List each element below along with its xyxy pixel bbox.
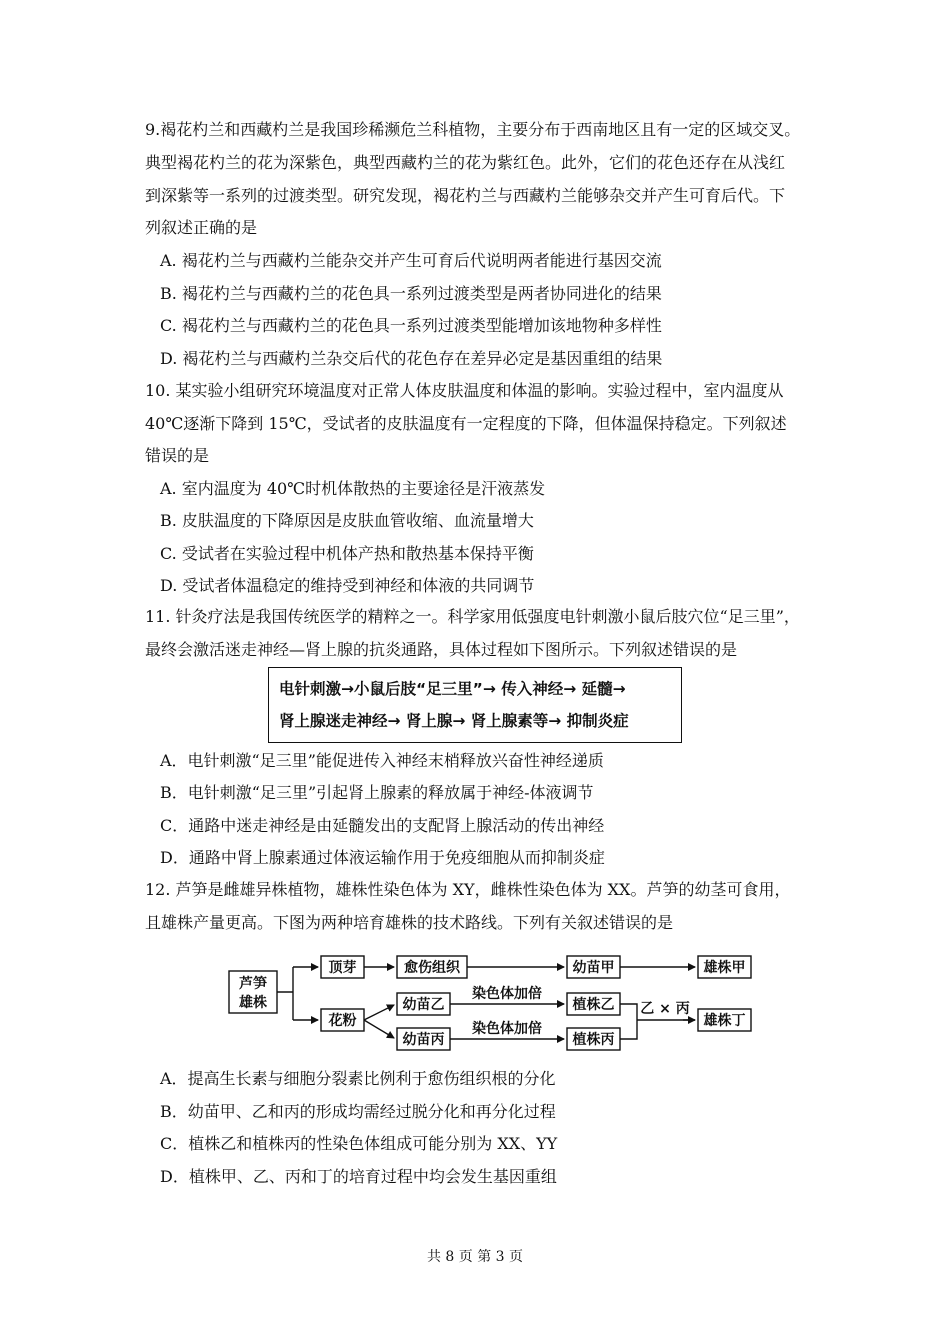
start-label-2: 雄株 <box>239 995 267 1011</box>
q10-stem-line: 错误的是 <box>145 446 210 465</box>
q9-option-a: A. 褐花杓兰与西藏杓兰能杂交并产生可育后代说明两者能进行基因交流 <box>160 251 662 270</box>
seedling-c-label: 幼苗丙 <box>402 1032 445 1048</box>
q10-stem-line: 40℃逐渐下降到 15℃，受试者的皮肤温度有一定程度的下降，但体温保持稳定。下列叙述 <box>145 414 787 433</box>
q9-stem-line: 到深紫等一系列的过渡类型。研究发现，褐花杓兰与西藏杓兰能够杂交并产生可育后代。下 <box>145 186 786 205</box>
q12-stem-line: 且雄株产量更高。下图为两种培育雄株的技术路线。下列有关叙述错误的是 <box>145 913 674 932</box>
callus-label: 愈伤组织 <box>404 960 460 976</box>
q11-pathway-line-1: 电针刺激→小鼠后肢“足三里”→ 传入神经→ 延髓→ <box>279 680 626 698</box>
plant-b-label: 植株乙 <box>572 997 615 1013</box>
q9-option-c: C. 褐花杓兰与西藏杓兰的花色具一系列过渡类型能增加该地物种多样性 <box>160 316 662 335</box>
page-footer: 共 8 页 第 3 页 <box>426 1249 524 1265</box>
q9-stem-line: 典型褐花杓兰的花为深紫色，典型西藏杓兰的花为紫红色。此外，它们的花色还存在从浅红 <box>145 153 786 172</box>
q10-option-d: D. 受试者体温稳定的维持受到神经和体液的共同调节 <box>160 576 535 595</box>
seedling-b-label: 幼苗乙 <box>402 997 445 1013</box>
cross-label: 乙 × 丙 <box>640 1001 690 1017</box>
q11-pathway-line-2: 肾上腺迷走神经→ 肾上腺→ 肾上腺素等→ 抑制炎症 <box>279 712 629 730</box>
q11-option-c: C．通路中迷走神经是由延髓发出的支配肾上腺活动的传出神经 <box>160 816 605 835</box>
double-label-1: 染色体加倍 <box>472 986 542 1002</box>
male-a-label: 雄株甲 <box>703 960 746 976</box>
q10-option-b: B. 皮肤温度的下降原因是皮肤血管收缩、血流量增大 <box>160 511 534 530</box>
q9-stem-line: 列叙述正确的是 <box>145 218 258 237</box>
q10-stem-line: 10. 某实验小组研究环境温度对正常人体皮肤温度和体温的影响。实验过程中，室内温度从 <box>145 381 784 400</box>
pollen-to-seedling-c-arrow <box>364 1020 394 1038</box>
plant-c-label: 植株丙 <box>572 1032 615 1048</box>
start-branch-line <box>277 967 293 1020</box>
q10-option-a: A. 室内温度为 40℃时机体散热的主要途径是汗液蒸发 <box>160 479 546 498</box>
q12-option-b: B．幼苗甲、乙和丙的形成均需经过脱分化和再分化过程 <box>160 1102 556 1121</box>
q11-option-b: B．电针刺激“足三里”引起肾上腺素的释放属于神经-体液调节 <box>160 783 594 802</box>
q9-stem-line: 9.褐花杓兰和西藏杓兰是我国珍稀濒危兰科植物，主要分布于西南地区且有一定的区域交叉。 <box>145 120 801 139</box>
pollen-label: 花粉 <box>328 1013 357 1029</box>
q10-option-c: C. 受试者在实验过程中机体产热和散热基本保持平衡 <box>160 544 534 563</box>
bud-label: 顶芽 <box>328 960 357 976</box>
pollen-to-seedling-b-arrow <box>364 1005 394 1020</box>
q9-option-d: D. 褐花杓兰与西藏杓兰杂交后代的花色存在差异必定是基因重组的结果 <box>160 349 663 368</box>
q12-option-d: D．植株甲、乙、丙和丁的培育过程中均会发生基因重组 <box>160 1167 557 1186</box>
seedling-a-label: 幼苗甲 <box>572 960 615 976</box>
q11-option-a: A．电针刺激“足三里”能促进传入神经末梢释放兴奋性神经递质 <box>160 751 604 770</box>
male-d-label: 雄株丁 <box>703 1013 746 1029</box>
q9-option-b: B. 褐花杓兰与西藏杓兰的花色具一系列过渡类型是两者协同进化的结果 <box>160 284 662 303</box>
double-label-2: 染色体加倍 <box>472 1021 542 1037</box>
start-label-1: 芦笋 <box>239 976 267 992</box>
q12-option-c: C．植株乙和植株丙的性染色体组成可能分别为 XX、YY <box>160 1134 558 1153</box>
q11-stem-line: 11. 针灸疗法是我国传统医学的精粹之一。科学家用低强度电针刺激小鼠后肢穴位“足三里”， <box>145 607 800 626</box>
q12-stem-line: 12. 芦笋是雌雄异株植物，雄株性染色体为 XY，雌株性染色体为 XX。芦笋的幼茎可食用， <box>145 880 791 899</box>
q11-stem-line: 最终会激活迷走神经—肾上腺的抗炎通路，具体过程如下图所示。下列叙述错误的是 <box>145 640 738 659</box>
q12-option-a: A．提高生长素与细胞分裂素比例利于愈伤组织根的分化 <box>160 1069 556 1088</box>
q11-option-d: D．通路中肾上腺素通过体液运输作用于免疫细胞从而抑制炎症 <box>160 848 605 867</box>
